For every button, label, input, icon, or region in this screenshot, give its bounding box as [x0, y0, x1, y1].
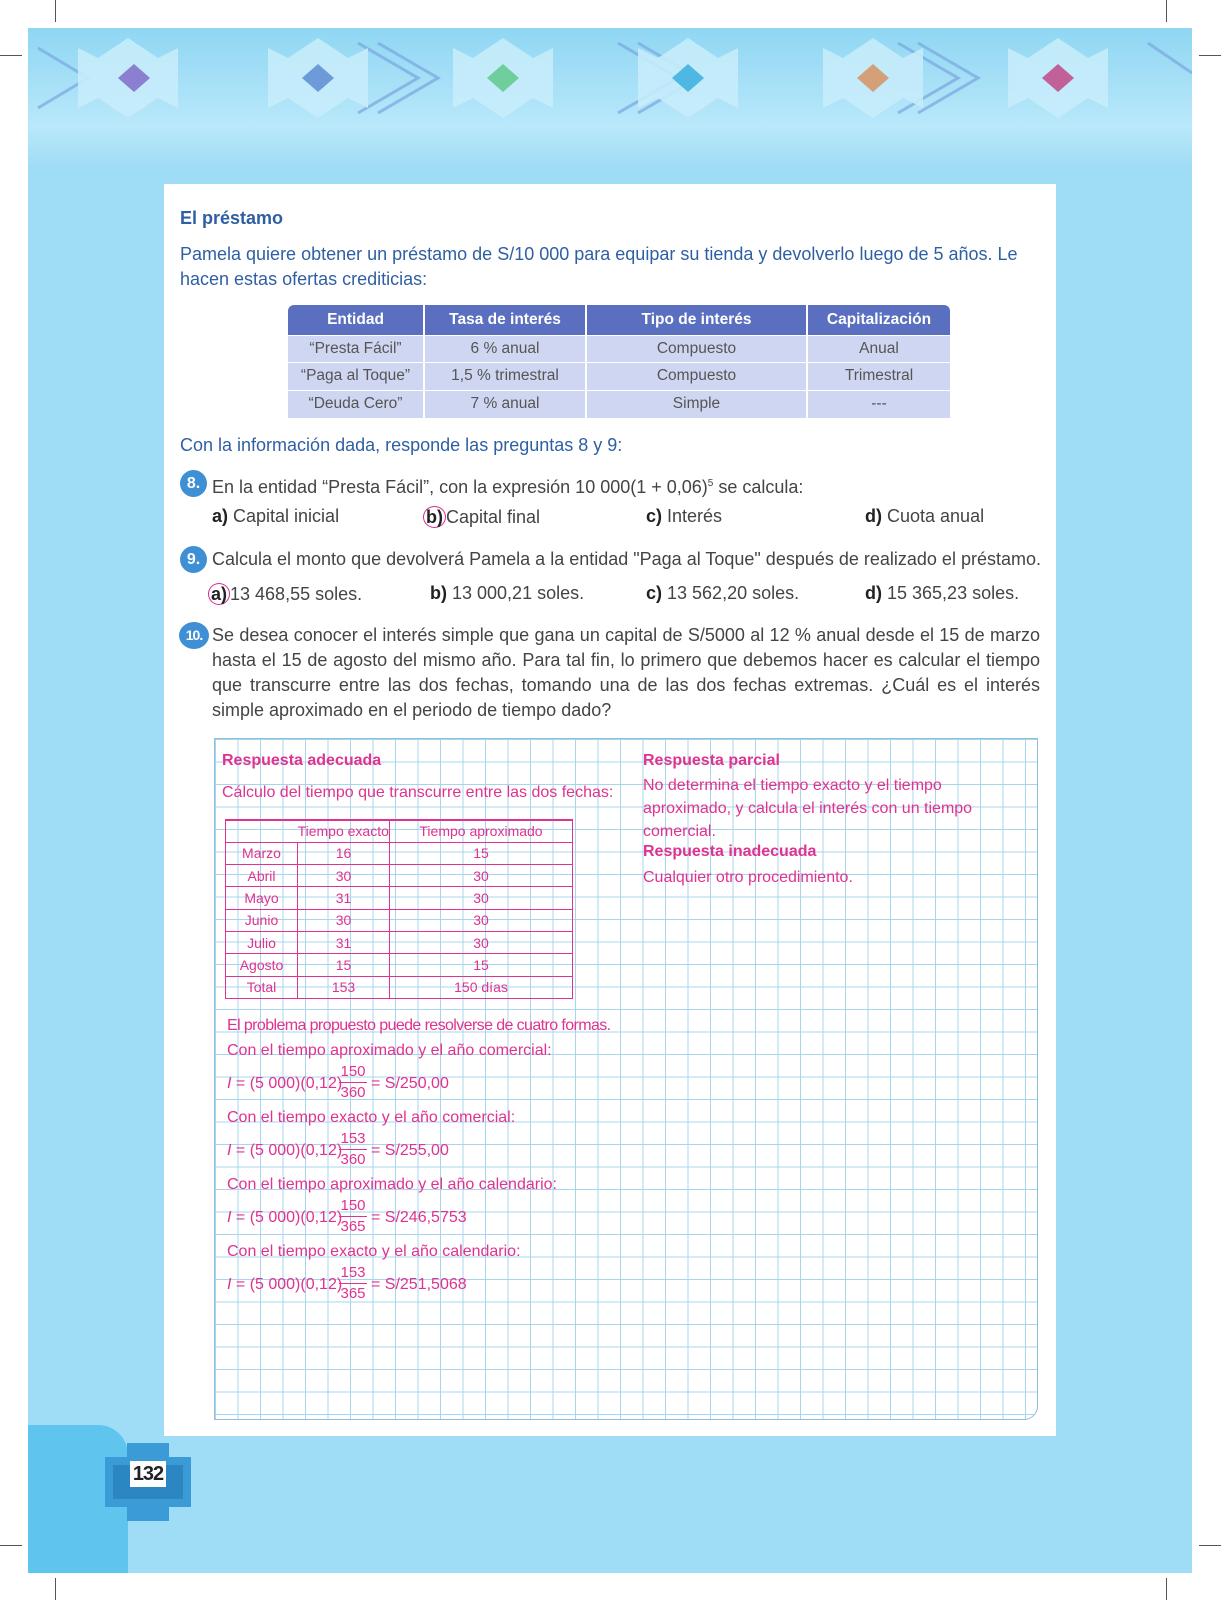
question-9-text: Calcula el monto que devolverá Pamela a la entidad "Paga al Toque" después de realizado el préstamo.: [212, 549, 1041, 569]
table-header-cell: Tipo de interés: [586, 305, 807, 335]
inadequate-answer-text: Cualquier otro procedimiento.: [643, 869, 853, 886]
fraction-numerator: 150: [339, 1062, 367, 1083]
formula-lhs: [227, 1075, 342, 1093]
table-cell: Compuesto: [586, 335, 807, 363]
table-cell: 153: [298, 976, 390, 998]
table-row: [226, 887, 573, 909]
table-row: [288, 335, 950, 363]
table-header-cell: Entidad: [288, 305, 424, 335]
formula-fraction: [339, 1196, 367, 1237]
table-row: [288, 363, 950, 391]
formula-result: = S/255,00: [371, 1142, 449, 1159]
table-header-row: [288, 305, 950, 335]
table-header-row: [226, 820, 573, 842]
page-number: 132: [105, 1463, 191, 1486]
option-text: Interés: [662, 506, 723, 526]
table-row: [226, 976, 573, 998]
question-8-text: [212, 471, 1032, 500]
table-cell: 30: [390, 909, 573, 931]
formula-variable: I: [227, 1276, 232, 1293]
fraction-denominator: 360: [340, 1151, 366, 1168]
method-2-label: Con el tiempo exacto y el año comercial:: [227, 1109, 516, 1126]
question-10-text: Se desea conocer el interés simple que gana un capital de S/5000 al 12 % anual desde el 15 de marzo hasta el 15 de agosto del mismo año. Para tal fin, lo primero que debemos hacer es calcular el tiempo que transcurre entre las dos fechas, tomando una de las dos fechas extremas. ¿Cuál es el interés simple aproximado en el periodo de tiempo dado?: [212, 625, 1040, 720]
ways-text: El problema propuesto puede resolverse de cuatro formas.: [227, 1017, 611, 1034]
crop-mark: [1166, 1578, 1167, 1600]
table-cell: Anual: [807, 335, 950, 363]
fraction-denominator: 365: [340, 1218, 366, 1235]
option-text: 15 365,23 soles.: [882, 583, 1020, 603]
section-title: El préstamo: [180, 208, 284, 228]
table-cell: Simple: [586, 390, 807, 418]
q8-option-b[interactable]: [423, 506, 540, 528]
table-header-cell: Tiempo aproximado: [390, 820, 573, 842]
questions-intro: Con la información dada, responde las preguntas 8 y 9:: [180, 435, 623, 455]
pattern-graphic: [28, 28, 1192, 168]
crop-mark: [55, 1578, 56, 1600]
crop-mark: [0, 1545, 22, 1546]
table-cell: 7 % anual: [424, 390, 586, 418]
q9-option-b[interactable]: [430, 583, 584, 604]
table-cell: 15: [390, 842, 573, 864]
table-row: [226, 931, 573, 953]
table-cell: Marzo: [226, 842, 298, 864]
table-cell: 31: [298, 887, 390, 909]
table-cell: “Presta Fácil”: [288, 335, 424, 363]
option-letter-circled: a): [208, 583, 230, 605]
table-cell: 30: [298, 865, 390, 887]
table-cell: Agosto: [226, 954, 298, 976]
formula-product: = (5 000)(0,12): [231, 1276, 343, 1293]
table-cell: 150 días: [390, 976, 573, 998]
option-text: 13 468,55 soles.: [230, 584, 363, 604]
option-letter: b): [430, 583, 447, 603]
days-table: [225, 819, 573, 999]
fraction-numerator: 150: [339, 1196, 367, 1217]
method-1-label: Con el tiempo aproximado y el año comercial:: [227, 1042, 552, 1059]
formula-lhs: [227, 1209, 342, 1227]
table-row: [226, 909, 573, 931]
table-cell: 30: [390, 865, 573, 887]
formula-fraction: [339, 1263, 367, 1304]
question-10-number: 10.: [179, 622, 209, 649]
option-letter: d): [865, 506, 882, 526]
option-letter-circled: b): [423, 506, 446, 528]
q8-option-d[interactable]: [865, 506, 984, 527]
crop-mark: [1199, 55, 1221, 56]
offers-table: [288, 305, 950, 418]
question-8-text-end: se calcula:: [713, 477, 804, 497]
formula-variable: I: [227, 1142, 232, 1159]
method-3-label: Con el tiempo aproximado y el año calendario:: [227, 1176, 557, 1193]
fraction-numerator: 153: [339, 1263, 367, 1284]
table-header-cell: Tasa de interés: [424, 305, 586, 335]
table-cell: Julio: [226, 931, 298, 953]
table-cell: Junio: [226, 909, 298, 931]
table-cell: Compuesto: [586, 363, 807, 391]
table-cell: Mayo: [226, 887, 298, 909]
table-cell: Trimestral: [807, 363, 950, 391]
method-4-label: Con el tiempo exacto y el año calendario:: [227, 1243, 521, 1260]
decorative-banner: [28, 28, 1192, 168]
option-letter: c): [646, 583, 663, 603]
table-cell: Abril: [226, 865, 298, 887]
question-8-text-main: En la entidad “Presta Fácil”, con la expresión 10 000(1 + 0,06): [212, 477, 708, 497]
option-letter: c): [646, 506, 663, 526]
adequate-answer-intro: Cálculo del tiempo que transcurre entre las dos fechas:: [222, 784, 614, 801]
option-text: Capital inicial: [228, 506, 340, 526]
table-header-cell: Capitalización: [807, 305, 950, 335]
table-cell: “Paga al Toque”: [288, 363, 424, 391]
table-row: [226, 865, 573, 887]
table-row: [288, 390, 950, 418]
inadequate-answer-title: Respuesta inadecuada: [643, 843, 817, 860]
table-row: [226, 842, 573, 864]
formula-fraction: [339, 1062, 367, 1103]
option-text: 13 000,21 soles.: [447, 583, 585, 603]
formula-fraction: [339, 1129, 367, 1170]
section-intro: Pamela quiere obtener un préstamo de S/10 000 para equipar su tienda y devolverlo luego de 5 años. Le hacen estas ofertas crediticias:: [180, 244, 1018, 289]
formula-product: = (5 000)(0,12): [231, 1142, 343, 1159]
partial-answer-title: Respuesta parcial: [643, 752, 780, 769]
table-cell: 6 % anual: [424, 335, 586, 363]
q8-option-a[interactable]: [212, 506, 339, 527]
formula-result: = S/250,00: [371, 1075, 449, 1092]
q9-option-a[interactable]: [208, 583, 362, 605]
formula-lhs: [227, 1276, 342, 1294]
option-letter: d): [865, 583, 882, 603]
partial-answer-text: No determina el tiempo exacto y el tiempo aproximado, y calcula el interés con un tiempo comercial.: [643, 777, 973, 840]
question-8-number: 8.: [180, 470, 207, 497]
crop-mark: [1199, 1545, 1221, 1546]
table-cell: 31: [298, 931, 390, 953]
option-text: Capital final: [446, 507, 541, 527]
crop-mark: [1166, 0, 1167, 22]
table-cell: “Deuda Cero”: [288, 390, 424, 418]
table-cell: 16: [298, 842, 390, 864]
option-letter: a): [212, 506, 229, 526]
question-8-exponent: 5: [707, 478, 714, 489]
formula-product: = (5 000)(0,12): [231, 1075, 343, 1092]
table-row: [226, 954, 573, 976]
q9-option-d[interactable]: [865, 583, 1019, 604]
table-cell: ---: [807, 390, 950, 418]
formula-variable: I: [227, 1209, 232, 1226]
table-cell: 15: [390, 954, 573, 976]
table-header-cell: Tiempo exacto: [298, 820, 390, 842]
q8-option-c[interactable]: [646, 506, 722, 527]
fraction-denominator: 360: [340, 1084, 366, 1101]
q9-option-c[interactable]: [646, 583, 799, 604]
table-cell: 15: [298, 954, 390, 976]
formula-lhs: [227, 1142, 342, 1160]
adequate-answer-title: Respuesta adecuada: [222, 752, 382, 769]
crop-mark: [0, 55, 22, 56]
table-cell: 1,5 % trimestral: [424, 363, 586, 391]
formula-product: = (5 000)(0,12): [231, 1209, 343, 1226]
table-cell: 30: [390, 887, 573, 909]
fraction-numerator: 153: [339, 1129, 367, 1150]
table-cell: Total: [226, 976, 298, 998]
table-header-cell: [226, 820, 298, 842]
table-cell: 30: [390, 931, 573, 953]
formula-variable: I: [227, 1075, 232, 1092]
option-text: 13 562,20 soles.: [662, 583, 800, 603]
question-9-number: 9.: [180, 546, 207, 573]
formula-result: = S/251,5068: [371, 1276, 467, 1293]
option-text: Cuota anual: [882, 506, 985, 526]
fraction-denominator: 365: [340, 1285, 366, 1302]
formula-result: = S/246,5753: [371, 1209, 467, 1226]
crop-mark: [55, 0, 56, 22]
table-cell: 30: [298, 909, 390, 931]
